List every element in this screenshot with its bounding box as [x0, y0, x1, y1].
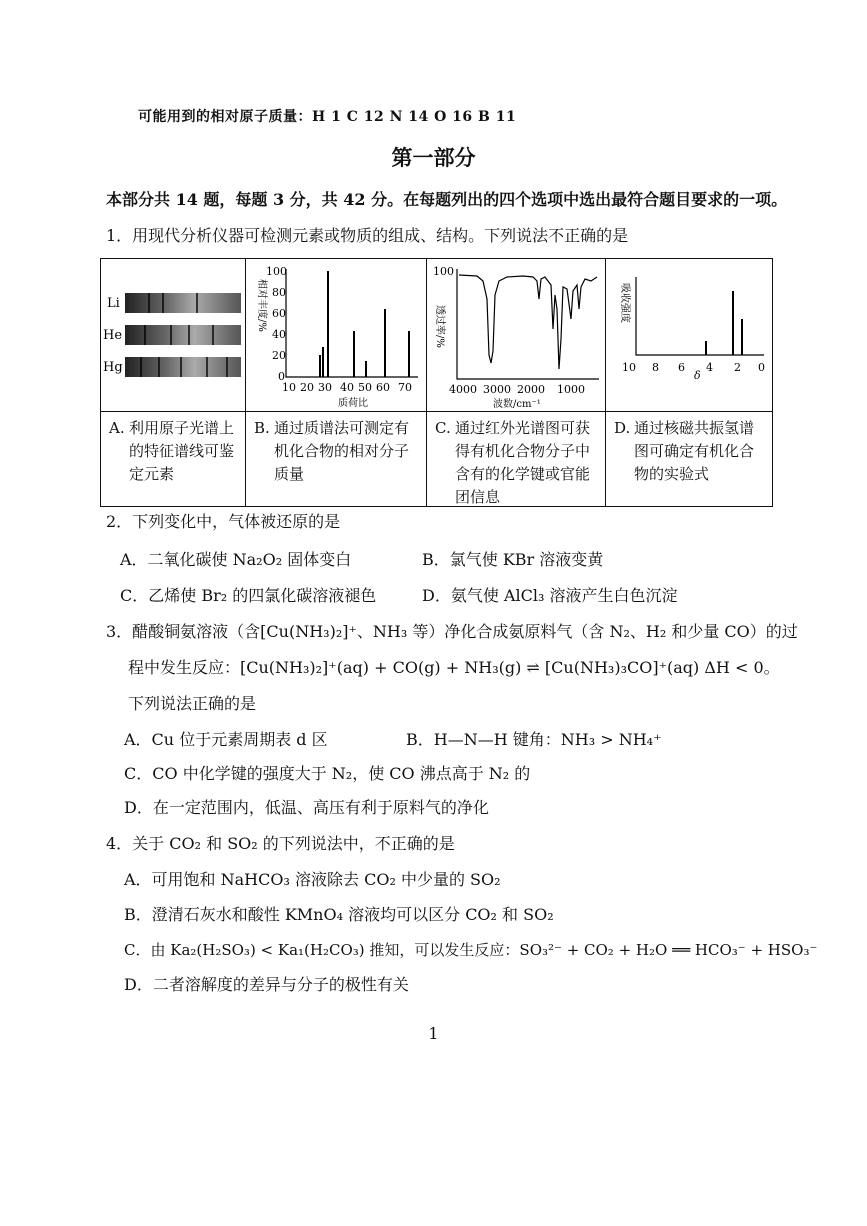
nmr-ylabel: 吸收强度 [619, 283, 630, 323]
ms-xtick-30: 30 [318, 381, 332, 394]
ir-ytick-100: 100 [433, 265, 454, 278]
q1-option-b-label: B. [254, 419, 270, 437]
spectrum-band-hg [125, 357, 241, 377]
ir-xlabel: 波数/cm⁻¹ [493, 399, 541, 410]
ms-ytick-80: 80 [272, 286, 286, 299]
nmr-spectrum-figure [606, 259, 772, 411]
q1-option-a-label: A. [109, 419, 125, 437]
ir-transmittance-curve [459, 275, 597, 369]
q3-stem-line1: 3．醋酸铜氨溶液（含[Cu(NH₃)₂]⁺、NH₃ 等）净化合成氨原料气（含 N₂、H₂ 和少量 CO）的过 [106, 622, 798, 641]
ms-xtick-40: 40 [340, 381, 354, 394]
nmr-peaks [706, 291, 742, 355]
q1-option-b-text: 通过质谱法可测定有机化合物的相对分子质量 [274, 419, 410, 483]
ms-ytick-20: 20 [272, 349, 286, 362]
ir-xtick-1000: 1000 [557, 383, 585, 396]
q1-stem: 1．用现代分析仪器可检测元素或物质的组成、结构。下列说法不正确的是 [106, 226, 629, 245]
q1-option-b [246, 412, 426, 506]
ms-peaks [320, 271, 409, 377]
q3-option-c: C．CO 中化学键的强度大于 N₂，使 CO 沸点高于 N₂ 的 [124, 764, 531, 783]
spectrum-band-li [125, 293, 241, 313]
q1-figure-table [100, 258, 773, 507]
ms-xtick-70: 70 [398, 381, 412, 394]
q2-option-b: B．氯气使 KBr 溶液变黄 [422, 550, 604, 569]
q1-option-d-label: D. [614, 419, 631, 437]
q4-option-c: C．由 Ka₂(H₂SO₃) < Ka₁(H₂CO₃) 推知，可以发生反应：SO₃²⁻ + CO₂ + H₂O ══ HCO₃⁻ + HSO₃⁻ [124, 941, 818, 959]
nmr-delta-symbol: δ [694, 369, 701, 382]
nmr-xtick-0: 0 [758, 361, 765, 374]
ir-xtick-3000: 3000 [483, 383, 511, 396]
part-title: 第一部分 [391, 145, 476, 170]
nmr-xtick-4: 4 [706, 361, 713, 374]
atomic-mass-line: 可能用到的相对原子质量：H 1 C 12 N 14 O 16 B 11 [138, 109, 517, 125]
q3-option-b: B．H—N—H 键角：NH₃ > NH₄⁺ [406, 730, 662, 749]
ms-ytick-100: 100 [266, 265, 287, 278]
ms-ytick-40: 40 [272, 328, 286, 341]
q1-option-d [606, 412, 772, 506]
ms-xtick-10: 10 [282, 381, 296, 394]
q4-option-d: D．二者溶解度的差异与分子的极性有关 [124, 975, 409, 994]
ms-ytick-0: 0 [278, 370, 285, 383]
section-instructions: 本部分共 14 题，每题 3 分，共 42 分。在每题列出的四个选项中选出最符合题目要求的一项。 [106, 190, 788, 209]
q3-option-a: A．Cu 位于元素周期表 d 区 [124, 730, 328, 749]
ir-xtick-2000: 2000 [517, 383, 545, 396]
q1-option-a-text: 利用原子光谱上的特征谱线可鉴定元素 [129, 419, 235, 483]
q2-option-d: D．氨气使 AlCl₃ 溶液产生白色沉淀 [422, 586, 678, 605]
spectrum-label-he: He [103, 328, 123, 343]
spectrum-label-hg: Hg [103, 360, 123, 375]
q4-option-a: A．可用饱和 NaHCO₃ 溶液除去 CO₂ 中少量的 SO₂ [124, 870, 501, 889]
q2-option-a: A．二氧化碳使 Na₂O₂ 固体变白 [120, 550, 352, 569]
nmr-xtick-2: 2 [734, 361, 741, 374]
ir-xtick-4000: 4000 [449, 383, 477, 396]
ms-xtick-60: 60 [376, 381, 390, 394]
q1-option-a [101, 412, 245, 506]
q2-option-c: C．乙烯使 Br₂ 的四氯化碳溶液褪色 [120, 586, 377, 605]
ms-ylabel: 相对丰度/% [256, 279, 267, 332]
spectrum-label-li: Li [107, 296, 120, 311]
q3-stem-line3: 下列说法正确的是 [128, 694, 257, 713]
ms-ytick-60: 60 [272, 307, 286, 320]
nmr-xtick-8: 8 [652, 361, 659, 374]
ms-xtick-20: 20 [300, 381, 314, 394]
spectrum-band-he [125, 325, 241, 345]
ms-xlabel: 质荷比 [338, 398, 368, 409]
page-number: 1 [428, 1024, 439, 1043]
q3-option-d: D．在一定范围内，低温、高压有利于原料气的净化 [124, 798, 489, 817]
mass-spectrum-figure [246, 259, 426, 411]
q2-stem: 2．下列变化中，气体被还原的是 [106, 512, 341, 531]
q4-option-b: B．澄清石灰水和酸性 KMnO₄ 溶液均可以区分 CO₂ 和 SO₂ [124, 905, 554, 924]
ms-xtick-50: 50 [358, 381, 372, 394]
q1-option-c-text: 通过红外光谱图可获得有机化合物分子中含有的化学键或官能团信息 [455, 419, 591, 506]
q4-stem: 4．关于 CO₂ 和 SO₂ 的下列说法中，不正确的是 [106, 834, 455, 853]
q1-option-d-text: 通过核磁共振氢谱图可确定有机化合物的实验式 [634, 419, 755, 483]
nmr-xtick-6: 6 [678, 361, 685, 374]
atomic-spectra-figure [101, 259, 245, 411]
infrared-spectrum-figure [427, 259, 605, 411]
q3-stem-line2: 程中发生反应：[Cu(NH₃)₂]⁺(aq) + CO(g) + NH₃(g) ⇌ [Cu(NH₃)₃CO]⁺(aq) ΔH < 0。 [128, 658, 780, 677]
nmr-xtick-10: 10 [622, 361, 636, 374]
q1-option-c [427, 412, 605, 506]
q1-option-c-label: C. [435, 419, 451, 437]
ir-ylabel: 透过率/% [434, 305, 445, 348]
